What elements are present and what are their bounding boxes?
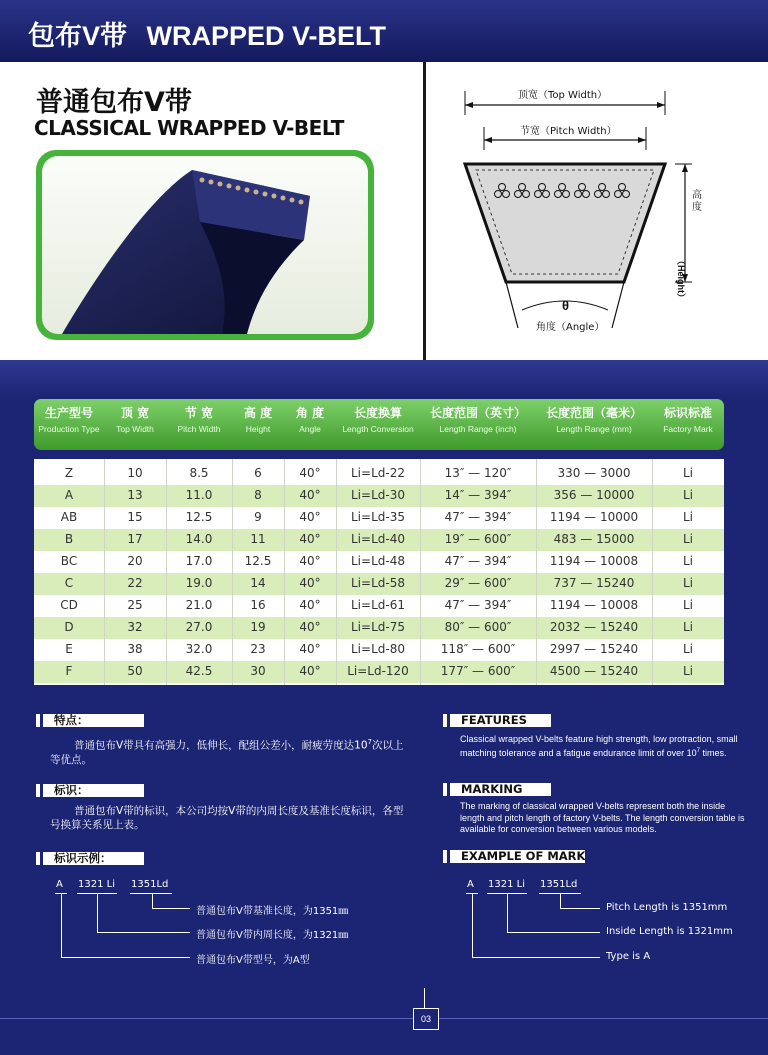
table-header-cn: 角 度: [295, 406, 325, 420]
header-title: [28, 14, 386, 53]
table-cell: 14″ — 394″: [444, 488, 512, 502]
table-header-cell: [284, 404, 336, 434]
table-cell: 21.0: [185, 598, 213, 612]
belt-illustration: [42, 156, 368, 334]
table-row: [34, 595, 724, 617]
table-cell: 8.5: [189, 466, 209, 480]
features-en-text: [460, 734, 745, 759]
table-cell: 12.5: [244, 554, 272, 568]
table-cell: 483 — 15000: [553, 532, 635, 546]
table-cell: 19.0: [185, 576, 213, 590]
table-cell: 15: [127, 510, 143, 524]
table-cell: 40°: [299, 510, 321, 524]
example-en-connector: [472, 894, 473, 957]
table-cell: 177″ — 600″: [440, 664, 516, 678]
table-cell: 38: [127, 642, 143, 656]
example-cn-tick: [130, 893, 172, 894]
table-cell: 32: [127, 620, 143, 634]
table-cell: 118″ — 600″: [440, 642, 516, 656]
example-en-line-pitch: Pitch Length is 1351mm: [606, 902, 728, 913]
example-en-connector: [507, 894, 508, 932]
table-cell: 16: [250, 598, 266, 612]
table-cell: Z: [64, 466, 74, 480]
table-cell: 23: [250, 642, 266, 656]
table-header-en: Pitch Width: [177, 424, 221, 434]
features-cn-text-a: 普通包布V带具有高强力，低伸长，配组公差小，耐疲劳度达10: [74, 739, 368, 752]
table-cell: 19″ — 600″: [444, 532, 512, 546]
table-cell: Li: [682, 598, 694, 612]
table-cell: 11.0: [185, 488, 213, 502]
example-cn-connector: [97, 932, 190, 933]
footer-line: [0, 1018, 768, 1019]
example-en-connector: [560, 894, 561, 908]
table-cell: Li: [682, 510, 694, 524]
marking-en-label: MARKING: [443, 783, 551, 796]
table-cell: Li=Ld-120: [347, 664, 409, 678]
table-cell: CD: [60, 598, 78, 612]
product-title-en: CLASSICAL WRAPPED V-BELT: [34, 116, 344, 140]
table-cell: 30: [250, 664, 266, 678]
table-cell: 14.0: [185, 532, 213, 546]
table-cell: 40°: [299, 642, 321, 656]
table-cell: 2997 — 15240: [549, 642, 639, 656]
table-row: [34, 639, 724, 661]
marking-cn-label: 标识：: [36, 784, 144, 797]
table-cell: 25: [127, 598, 143, 612]
table-cell: E: [65, 642, 73, 656]
table-header-cn: 长度范围（英寸）: [429, 406, 526, 420]
table-row: [34, 661, 724, 683]
table-cell: 40°: [299, 598, 321, 612]
features-en-text-b: times.: [700, 747, 727, 758]
example-cn-inside: 1321 Li: [78, 879, 115, 890]
table-cell: 1194 — 10008: [549, 598, 639, 612]
belt-photo: [42, 156, 368, 334]
table-cell: Li: [682, 576, 694, 590]
table-header-en: Factory Mark: [663, 424, 713, 434]
table-cell: 50: [127, 664, 143, 678]
features-en-label: FEATURES: [443, 714, 551, 727]
table-header-cell: [536, 404, 652, 434]
table-cell: Li: [682, 620, 694, 634]
table-cell: 42.5: [185, 664, 213, 678]
table-header-cell: [336, 404, 420, 434]
example-en-label: EXAMPLE OF MARK: [443, 850, 585, 863]
example-cn-pitch: 1351Ld: [131, 879, 169, 890]
table-cell: 22: [127, 576, 143, 590]
example-en-inside: 1321 Li: [488, 879, 525, 890]
table-cell: 1194 — 10008: [549, 554, 639, 568]
table-header-en: Length Range (mm): [556, 424, 632, 434]
example-cn-line-inside: 普通包布V带内周长度，为1321㎜: [196, 930, 349, 941]
table-cell: 32.0: [185, 642, 213, 656]
table-cell: D: [64, 620, 74, 634]
table-cell: 47″ — 394″: [444, 510, 512, 524]
panel-divider: [423, 62, 426, 360]
example-en-type: A: [467, 879, 474, 890]
table-cell: 80″ — 600″: [444, 620, 512, 634]
table-row: [34, 485, 724, 507]
table-column-divider: [284, 459, 285, 685]
table-column-divider: [420, 459, 421, 685]
table-header-en: Top Width: [116, 424, 154, 434]
header-title-en: WRAPPED V-BELT: [146, 21, 387, 51]
table-cell: C: [64, 576, 74, 590]
example-cn-connector: [61, 894, 62, 957]
table-header-cell: [232, 404, 284, 434]
features-en-text-a: Classical wrapped V-belts feature high strength, low protraction, small matching tolerance and a fatigue endurance limit of over 10: [460, 734, 738, 758]
top-width-label: 顶宽（Top Width）: [518, 90, 608, 101]
table-cell: 13″ — 120″: [444, 466, 512, 480]
table-cell: 8: [254, 488, 262, 502]
table-cell: A: [64, 488, 74, 502]
table-cell: Li: [682, 466, 694, 480]
page-number-stem: [424, 988, 425, 1008]
table-cell: 20: [127, 554, 143, 568]
table-cell: 47″ — 394″: [444, 554, 512, 568]
table-cell: Li: [682, 532, 694, 546]
table-header-cell: [105, 404, 165, 434]
table-cell: Li=Ld-58: [351, 576, 405, 590]
table-header-en: Length Range (inch): [439, 424, 517, 434]
table-column-divider: [104, 459, 105, 685]
example-cn-connector: [152, 908, 190, 909]
table-cell: Li: [682, 664, 694, 678]
table-cell: 17: [127, 532, 143, 546]
table-cell: Li: [682, 642, 694, 656]
example-cn-line-type: 普通包布V带型号，为A型: [196, 955, 310, 966]
table-cell: 1194 — 10000: [549, 510, 639, 524]
table-cell: 356 — 10000: [553, 488, 635, 502]
table-cell: 12.5: [185, 510, 213, 524]
table-cell: B: [64, 532, 74, 546]
table-cell: Li=Ld-80: [351, 642, 405, 656]
table-cell: 330 — 3000: [557, 466, 631, 480]
header-band: [0, 0, 768, 62]
table-cell: 40°: [299, 554, 321, 568]
table-header-cn: 高 度: [243, 406, 273, 420]
table-cell: 40°: [299, 466, 321, 480]
marking-en-text: The marking of classical wrapped V-belts represent both the inside length and pitch length of factory V-belts. The length conversion table is available for conversion between various models.: [460, 801, 745, 834]
features-cn-text: [50, 735, 410, 767]
table-header-en: Height: [245, 424, 271, 434]
table-cell: 11: [250, 532, 266, 546]
table-cell: AB: [60, 510, 78, 524]
height-label-en: （Height）: [676, 256, 686, 302]
angle-label: 角度（Angle）: [536, 322, 605, 333]
table-column-divider: [336, 459, 337, 685]
height-label-cn: 高度: [692, 190, 702, 213]
table-row: [34, 551, 724, 573]
table-header-en: Angle: [299, 424, 321, 434]
table-header-cn: 顶 宽: [120, 406, 150, 420]
table-header-cell: [166, 404, 232, 434]
features-cn-label: 特点：: [36, 714, 144, 727]
table-cell: 13: [127, 488, 143, 502]
table-cell: 17.0: [185, 554, 213, 568]
table-header-cn: 长度换算: [353, 406, 402, 420]
example-cn-connector: [97, 894, 98, 932]
table-header: [34, 399, 724, 450]
table-cell: 29″ — 600″: [444, 576, 512, 590]
table-cell: 40°: [299, 532, 321, 546]
header-title-cn: 包布V带: [28, 21, 128, 51]
marking-cn-text: 普通包布V带的标识，本公司均按V带的内周长度及基准长度标识，各型号换算关系见上表。: [50, 805, 404, 831]
features-cn-text-b: 次以上等优点。: [50, 739, 404, 766]
table-cell: Li=Ld-30: [351, 488, 405, 502]
table-cell: Li=Ld-22: [351, 466, 405, 480]
table-row: [34, 573, 724, 595]
table-row: [34, 617, 724, 639]
table-header-en: Production Type: [38, 424, 100, 434]
product-title-cn: 普通包布V带: [36, 87, 192, 118]
table-cell: Li=Ld-61: [351, 598, 405, 612]
table-cell: Li=Ld-75: [351, 620, 405, 634]
cross-section-diagram: [440, 70, 760, 355]
table-header-cell: [652, 404, 724, 434]
table-cell: Li=Ld-48: [351, 554, 405, 568]
table-cell: 47″ — 394″: [444, 598, 512, 612]
table-cell: F: [65, 664, 73, 678]
example-en-line-type: Type is A: [606, 951, 651, 962]
table-header-cell: [34, 404, 104, 434]
table-column-divider: [232, 459, 233, 685]
features-cn-sup: 7: [367, 738, 373, 746]
example-cn-label: 标识示例：: [36, 852, 144, 865]
table-column-divider: [166, 459, 167, 685]
example-cn-connector: [152, 894, 153, 908]
table-cell: 2032 — 15240: [549, 620, 639, 634]
table-header-cn: 节 宽: [184, 406, 214, 420]
example-en-connector: [507, 932, 600, 933]
table-header-cn: 长度范围（毫米）: [545, 406, 642, 420]
table-cell: 40°: [299, 620, 321, 634]
table-row: [34, 529, 724, 551]
table-column-divider: [652, 459, 653, 685]
example-cn-type: A: [56, 879, 63, 890]
table-cell: 19: [250, 620, 266, 634]
example-cn-connector: [61, 957, 190, 958]
example-en-connector: [472, 957, 600, 958]
table-cell: BC: [60, 554, 78, 568]
table-header-en: Length Conversion: [342, 424, 414, 434]
example-en-connector: [560, 908, 600, 909]
page-number: 03: [413, 1008, 439, 1030]
table-cell: Li=Ld-40: [351, 532, 405, 546]
table-header-cell: [420, 404, 536, 434]
table-row: [34, 507, 724, 529]
table-row: [34, 463, 724, 485]
table-cell: 14: [250, 576, 266, 590]
pitch-width-label: 节宽（Pitch Width）: [520, 126, 617, 137]
table-cell: 40°: [299, 576, 321, 590]
section-band: [0, 360, 768, 398]
table-cell: 40°: [299, 488, 321, 502]
table-column-divider: [536, 459, 537, 685]
example-en-pitch: 1351Ld: [540, 879, 578, 890]
example-cn-line-pitch: 普通包布V带基准长度，为1351㎜: [196, 906, 349, 917]
features-en-sup: 7: [696, 747, 700, 754]
table-cell: 737 — 15240: [553, 576, 635, 590]
table-cell: 40°: [299, 664, 321, 678]
table-cell: 27.0: [185, 620, 213, 634]
table-cell: 10: [127, 466, 143, 480]
table-cell: Li: [682, 554, 694, 568]
table-cell: Li: [682, 488, 694, 502]
table-cell: Li=Ld-35: [351, 510, 405, 524]
table-cell: 4500 — 15240: [549, 664, 639, 678]
table-header-cn: 生产型号: [44, 406, 93, 420]
table-cell: 6: [254, 466, 262, 480]
spec-table: [34, 459, 724, 685]
example-en-line-inside: Inside Length is 1321mm: [606, 926, 733, 937]
table-header-cn: 标识标准: [663, 406, 712, 420]
angle-symbol: θ: [562, 298, 570, 313]
table-cell: 9: [254, 510, 262, 524]
